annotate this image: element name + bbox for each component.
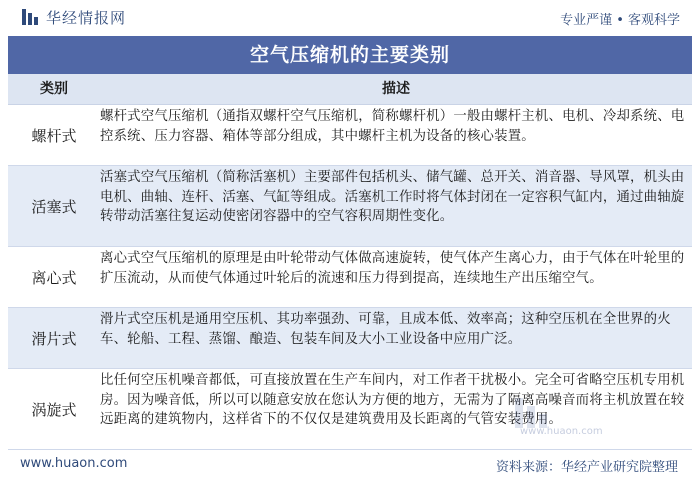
row-category: 螺杆式: [31, 126, 77, 145]
header-bar: [0, 0, 700, 34]
table-header: [8, 74, 692, 105]
footer-source: 资料来源：华经产业研究院整理: [495, 460, 678, 475]
brand-logo-icon: [22, 9, 40, 25]
footer-website-link[interactable]: www.huaon.com: [20, 456, 128, 471]
row-category: 涡旋式: [31, 400, 77, 419]
row-description: 比任何空压机噪音都低，可直接放置在生产车间内，对工作者干扰极小。完全可省略空压机专用机房。因为噪音低，所以可以随意安放在您认为方便的地方，无需为了隔离高噪音而将主机放置在较远距离的建筑物内，这样省下的不仅仅是建筑费用及长距离的气管安装费用。: [100, 373, 685, 428]
row-description: 滑片式空压机是通用空压机、其功率强劲、可靠，且成本低、效率高；这种空压机在全世界的火车、轮船、工程、蒸馏、酿造、包装车间及大小工业设备中应用广泛。: [100, 312, 671, 347]
table-row: [8, 308, 692, 369]
table-row: [8, 105, 692, 166]
row-description: 活塞式空气压缩机（简称活塞机）主要部件包括机头、储气罐、总开关、消音器、导风罩，机头由电机、曲轴、连杆、活塞、气缸等组成。活塞机工作时将气体封闭在一定容积气缸内，通过曲轴旋转带动活塞往复运动使密闭容器中的空气容积周期性变化。: [100, 170, 685, 225]
page-title: 空气压缩机的主要类别: [8, 36, 692, 74]
row-description: 螺杆式空气压缩机（通指双螺杆空气压缩机，简称螺杆机）一般由螺杆主机、电机、冷却系统、电控系统、压力容器、箱体等部分组成，其中螺杆主机为设备的核心装置。: [100, 109, 685, 144]
row-category: 离心式: [31, 268, 77, 287]
row-category: 滑片式: [31, 329, 77, 348]
row-category: 活塞式: [31, 197, 77, 216]
watermark-text: www.huaon.com: [520, 426, 603, 437]
column-header-category: 类别: [40, 81, 68, 97]
row-description: 离心式空气压缩机的原理是由叶轮带动气体做高速旋转，使气体产生离心力，由于气体在叶轮里的扩压流动，从而使气体通过叶轮后的流速和压力得到提高，连续地生产出压缩空气。: [100, 251, 685, 286]
column-header-description: 描述: [382, 81, 410, 97]
table-row: [8, 166, 692, 247]
brand-name: 华经情报网: [46, 9, 127, 27]
slogan: 专业严谨 • 客观科学: [560, 13, 680, 28]
table-row: [8, 247, 692, 308]
